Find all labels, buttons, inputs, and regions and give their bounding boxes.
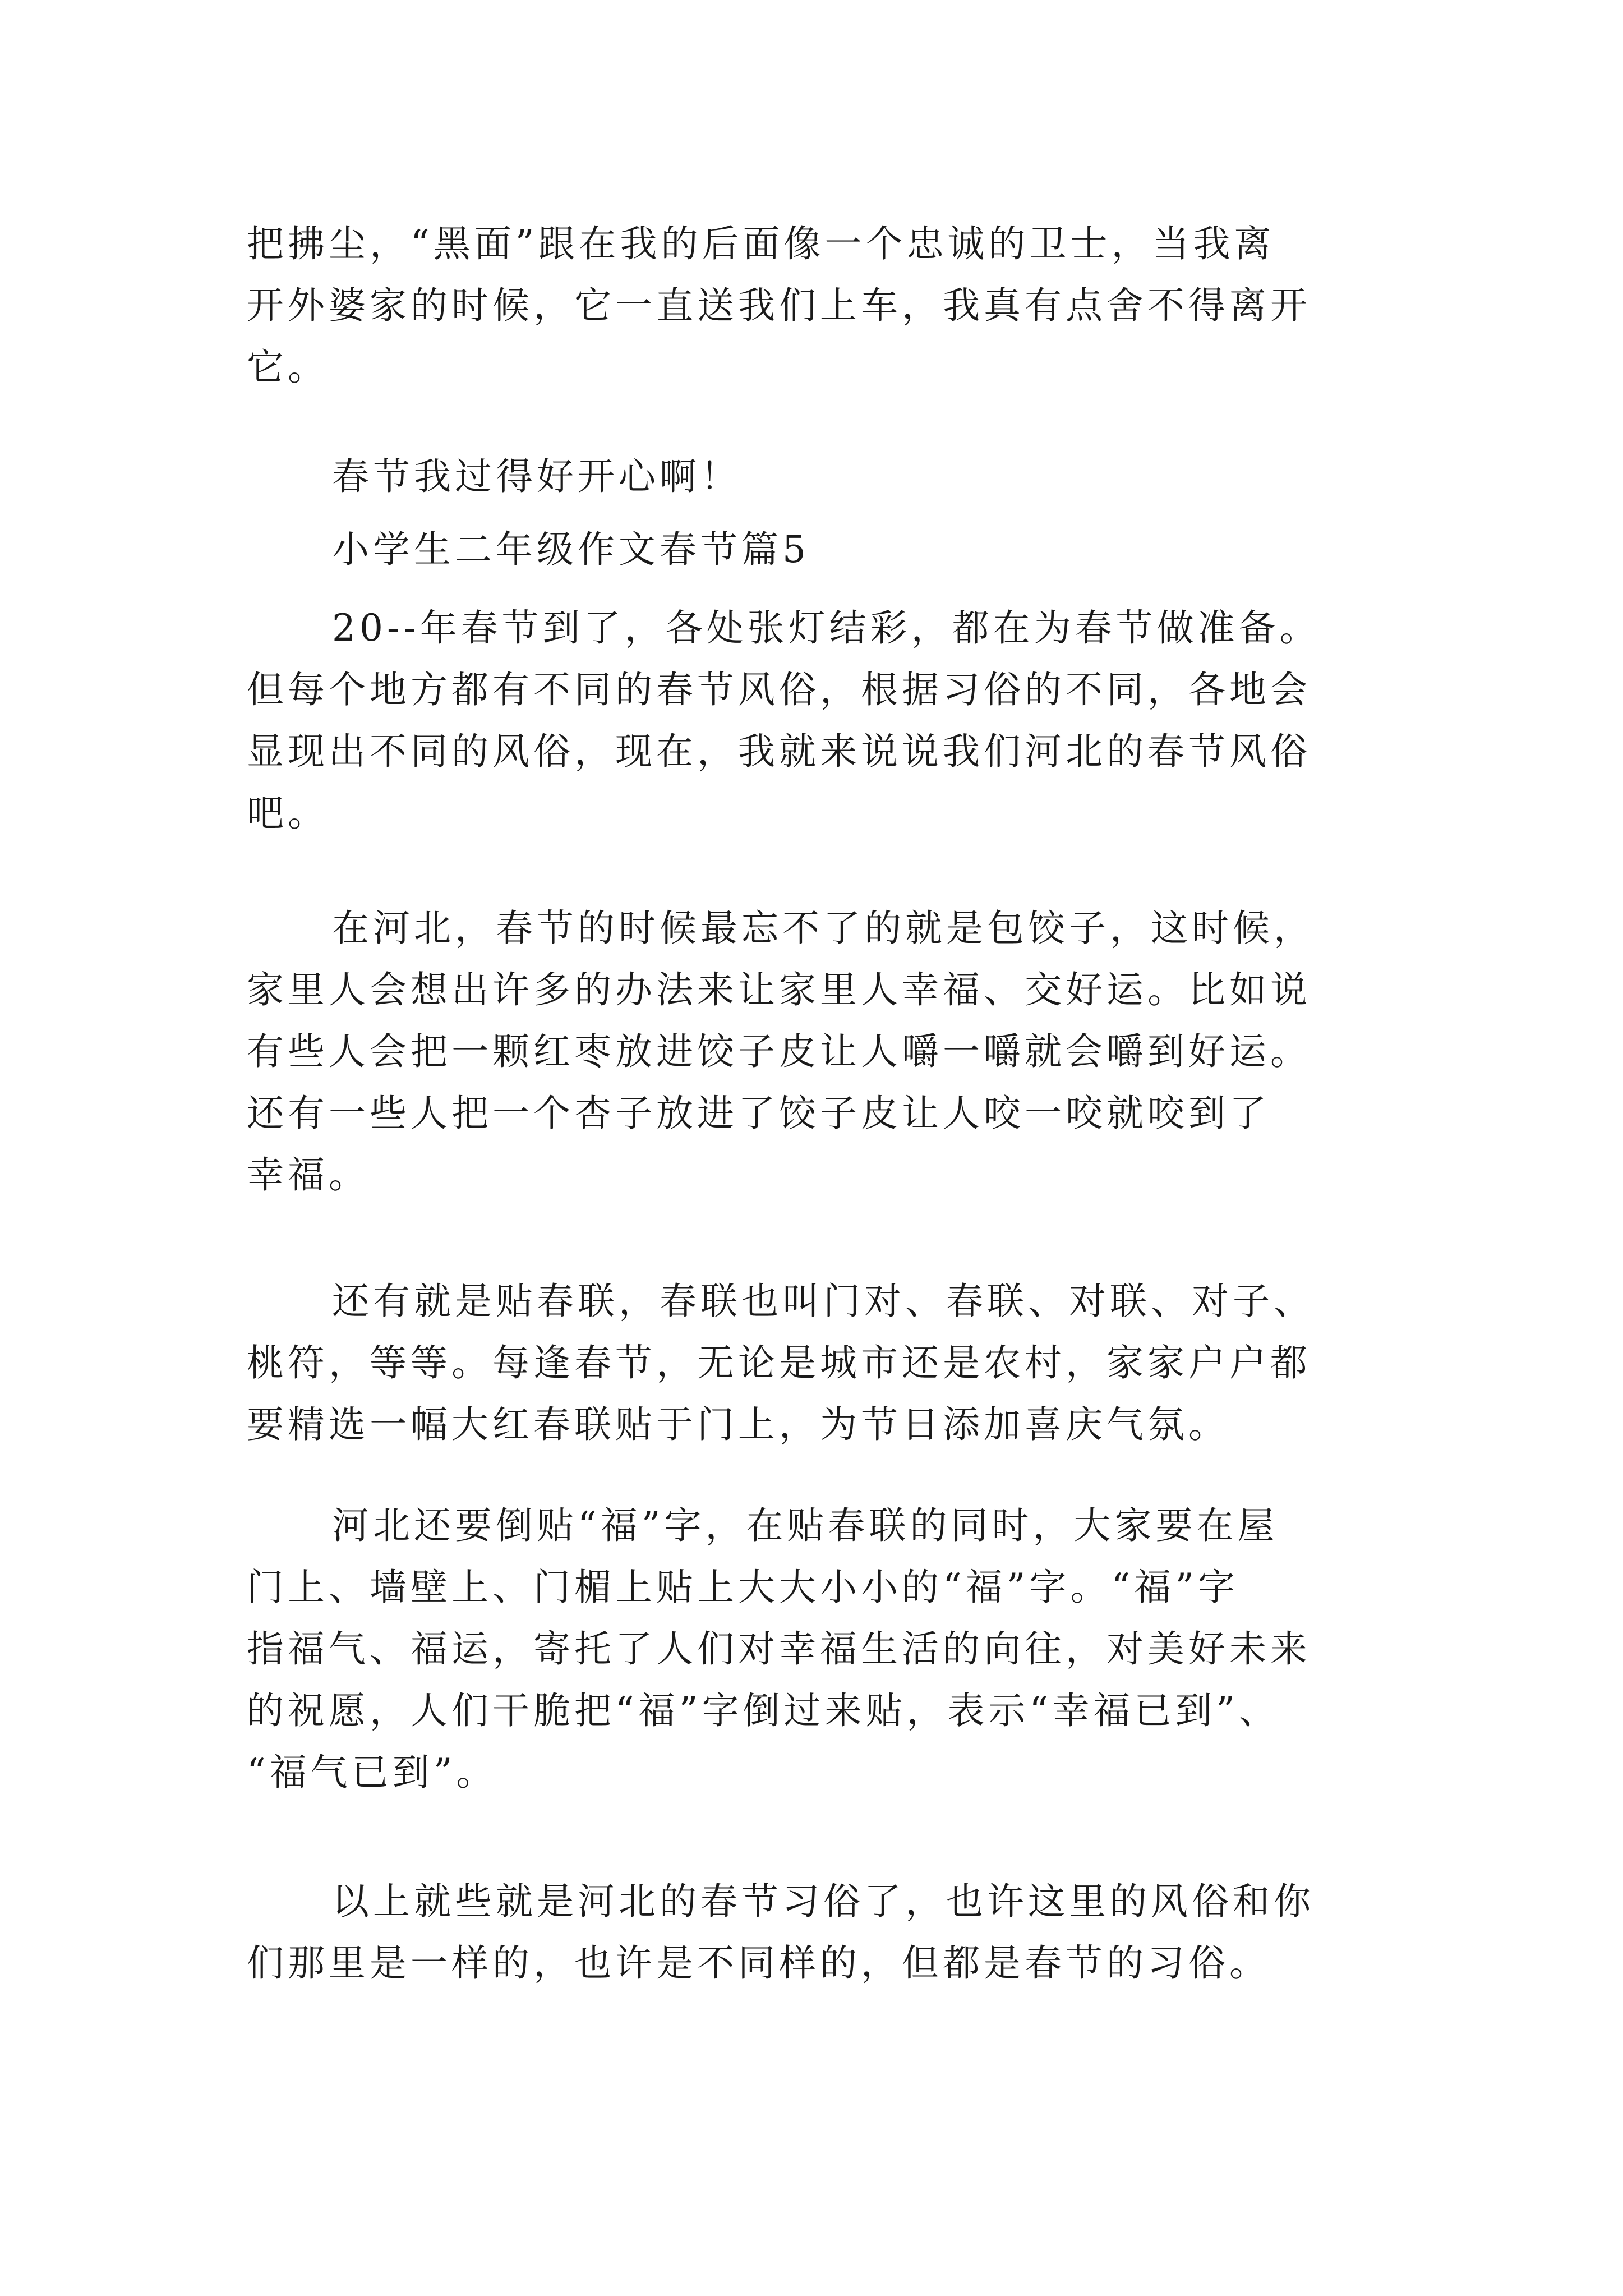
text-line: “福气已到”。 (247, 1751, 497, 1794)
text-line: 幸福。 (247, 1153, 370, 1197)
text-line: 把拂尘，“黑面”跟在我的后面像一个忠诚的卫士，当我离 (247, 222, 1275, 265)
text-line: 桃符，等等。每逢春节，无论是城市还是农村，家家户户都 (247, 1341, 1311, 1384)
text-line: 的祝愿，人们干脆把“福”字倒过来贴，表示“幸福已到”、 (247, 1689, 1280, 1732)
text-line: 吧。 (247, 792, 329, 835)
text-line: 春节我过得好开心啊！ (332, 455, 741, 498)
paragraph-exclamation (247, 446, 1402, 508)
text-line: 门上、墙壁上、门楣上贴上大大小小的“福”字。“福”字 (247, 1566, 1239, 1609)
text-line: 有些人会把一颗红枣放进饺子皮让人嚼一嚼就会嚼到好运。 (247, 1030, 1311, 1073)
text-line: 河北还要倒贴“福”字，在贴春联的同时，大家要在屋 (332, 1504, 1279, 1547)
paragraph-dumplings (247, 898, 1402, 1206)
text-line: 它。 (247, 346, 329, 389)
text-line: 要精选一幅大红春联贴于门上，为节日添加喜庆气氛。 (247, 1403, 1229, 1446)
paragraph-fu-character (247, 1495, 1402, 1803)
text-line: 但每个地方都有不同的春节风俗，根据习俗的不同，各地会 (247, 668, 1311, 711)
text-line: 还有一些人把一个杏子放进了饺子皮让人咬一咬就咬到了 (247, 1092, 1270, 1135)
text-line: 开外婆家的时候，它一直送我们上车，我真有点舍不得离开 (247, 284, 1311, 327)
paragraph-continuation (247, 213, 1402, 398)
paragraph-couplets (247, 1271, 1402, 1456)
text-line: 还有就是贴春联，春联也叫门对、春联、对联、对子、 (332, 1280, 1315, 1323)
text-line: 们那里是一样的，也许是不同样的，但都是春节的习俗。 (247, 1941, 1270, 1985)
paragraph-intro (247, 597, 1402, 844)
text-line: 以上就些就是河北的春节习俗了，也许这里的风俗和你 (332, 1880, 1315, 1923)
heading-line: 小学生二年级作文春节篇5 (332, 528, 810, 571)
section-heading (247, 519, 1402, 581)
text-line: 显现出不同的风俗，现在，我就来说说我们河北的春节风俗 (247, 730, 1311, 773)
text-line: 在河北，春节的时候最忘不了的就是包饺子，这时候， (332, 907, 1315, 950)
paragraph-conclusion (247, 1871, 1402, 1994)
text-line: 家里人会想出许多的办法来让家里人幸福、交好运。比如说 (247, 968, 1311, 1011)
text-line: 20--年春节到了，各处张灯结彩，都在为春节做准备。 (332, 606, 1321, 650)
text-line: 指福气、福运，寄托了人们对幸福生活的向往，对美好未来 (247, 1627, 1311, 1671)
